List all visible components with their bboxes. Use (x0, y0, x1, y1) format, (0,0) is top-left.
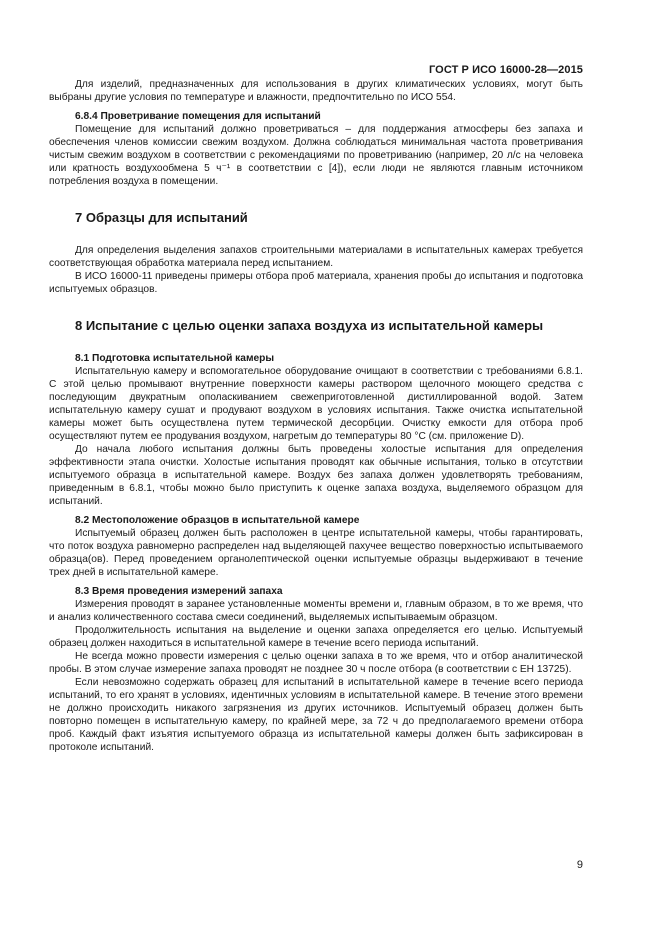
section-8-2-paragraph: Испытуемый образец должен быть расположен в центре испытательной камеры, чтобы гарантировать, что поток воздуха равномерно распределен над выделяющей пахучее вещество поверхностью испытываемого образца(ов). Перед проведением органолептической оценки испытуемые образцы выдерживают в течение трех дней в испытательной камере. (49, 528, 583, 578)
document-body (49, 78, 583, 754)
section-7-paragraph-2: В ИСО 16000-11 приведены примеры отбора проб материала, хранения пробы до испытания и подготовка испытуемых образцов. (49, 271, 583, 295)
page-number: 9 (576, 859, 583, 871)
section-7-title: 7 Образцы для испытаний (75, 210, 248, 225)
section-8-1-title: 8.1 Подготовка испытательной камеры (75, 353, 275, 364)
section-8-3-title: 8.3 Время проведения измерений запаха (75, 586, 283, 597)
section-7-paragraph-1: Для определения выделения запахов строительными материалами в испытательных камерах требуется соответствующая обработка материала перед испытанием. (49, 245, 583, 269)
section-8-3-paragraph-4: Если невозможно содержать образец для испытаний в испытательной камере в течение всего периода испытаний, то его хранят в условиях, идентичных условиям в испытательной камере. В течение этого времени не должно происходить никакого загрязнения из других источников. Испытуемый образец должен быть повторно помещен в испытательную камеру, по крайней мере, за 72 ч до предполагаемого времени отбора проб. Каждый факт изъятия испытуемого образца из испытательной камеры должен быть зафиксирован в протоколе испытаний. (49, 677, 583, 753)
section-6-8-4-title: 6.8.4 Проветривание помещения для испытаний (75, 111, 321, 122)
section-8-3-paragraph-3: Не всегда можно провести измерения с целью оценки запаха в то же время, что и отбор аналитической пробы. В этом случае измерение запаха проводят не позднее 30 ч после отбора (в соответствии с ЕН 13725). (49, 651, 583, 675)
section-8-title: 8 Испытание с целью оценки запаха воздуха из испытательной камеры (75, 318, 544, 333)
section-8-3-paragraph-2: Продолжительность испытания на выделение и оценки запаха определяется его целью. Испытуемый образец должен находиться в испытательной камере в течение всего периода испытаний. (49, 625, 583, 649)
section-8-1-paragraph-1: Испытательную камеру и вспомогательное оборудование очищают в соответствии с требованиями 6.8.1. С этой целью промывают внутренние поверхности камеры раствором щелочного моющего средства с последующим двукратным ополаскиванием свежеприготовленной дистиллированной водой. Затем испытательную камеру сушат и продувают воздухом в условиях испытания. Также очистка испытательной камеры может быть осуществлена путем термической десорбции. Очистку емкости для отбора проб осуществляют путем ее продувания воздухом, нагретым до температуры 80 °С (см. приложение D). (49, 366, 583, 442)
intro-paragraph: Для изделий, предназначенных для использования в других климатических условиях, могут быть выбраны другие условия по температуре и влажности, предпочтительно по ИСО 554. (49, 79, 583, 103)
section-8-1-paragraph-2: До начала любого испытания должны быть проведены холостые испытания для определения эффективности этапа очистки. Холостые испытания проводят как обычные испытания, только в отсутствии испытуемого образца в испытательной камере. Воздух без запаха должен удовлетворять требованиям, приведенным в 6.8.1, чтобы можно было приступить к оценке запаха воздуха, выделяемого образцом для испытаний. (49, 444, 583, 507)
section-8-3-paragraph-1: Измерения проводят в заранее установленные моменты времени и, главным образом, в то же время, что и анализ количественного состава смеси соединений, выделяемых испытываемым образцом. (49, 599, 583, 623)
section-6-8-4-paragraph: Помещение для испытаний должно проветриваться – для поддержания атмосферы без запаха и обеспечения членов комиссии свежим воздухом. Должна соблюдаться минимальная частота проветривания чистым свежим воздухом в соответствии с рекомендациями по проветриванию (например, 20 л/с на человека или кратность воздухообмена 5 ч⁻¹ в соответствии с [4]), если люди не являются главным источником потребления воздуха в помещении. (49, 124, 583, 187)
section-8-2-title: 8.2 Местоположение образцов в испытательной камере (75, 515, 360, 526)
document-header: ГОСТ Р ИСО 16000-28—2015 (428, 64, 583, 76)
